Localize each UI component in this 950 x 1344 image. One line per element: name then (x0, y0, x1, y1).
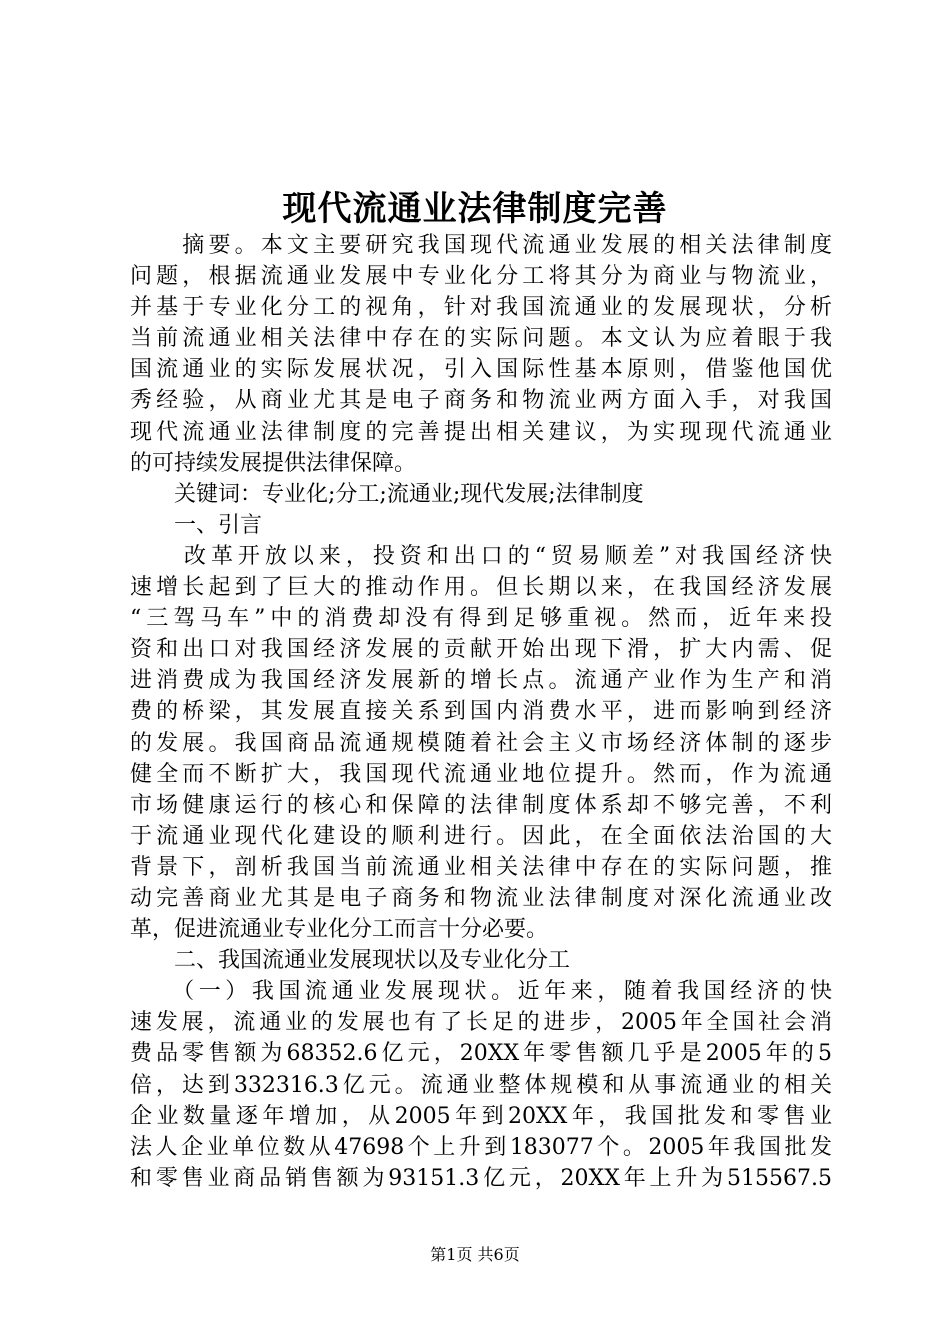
text-line: 进消费成为我国经济发展新的增长点。流通产业作为生产和消 (130, 668, 832, 694)
text-line: 市场健康运行的核心和保障的法律制度体系却不够完善，不利 (130, 792, 832, 818)
text-line: 速增长起到了巨大的推动作用。但长期以来，在我国经济发展 (130, 575, 832, 601)
text-line: 于流通业现代化建设的顺利进行。因此，在全面依法治国的大 (130, 823, 832, 849)
text-line: 健全而不断扩大，我国现代流通业地位提升。然而，作为流通 (130, 761, 832, 787)
text-line: 改革开放以来，投资和出口的“贸易顺差”对我国经济快 (130, 543, 832, 569)
text-line: 速发展，流通业的发展也有了长足的进步，2005年全国社会消 (130, 1010, 832, 1036)
text-line: 和零售业商品销售额为93151.3亿元，20XX年上升为515567.5 (130, 1165, 832, 1191)
text-line: 费品零售额为68352.6亿元，20XX年零售额几乎是2005年的5 (130, 1041, 832, 1067)
text-line: 费的桥梁，其发展直接关系到国内消费水平，进而影响到经济 (130, 699, 832, 725)
text-line: 现代流通业法律制度的完善提出相关建议，为实现现代流通业 (130, 419, 832, 445)
text-line: 的发展。我国商品流通规模随着社会主义市场经济体制的逐步 (130, 730, 832, 756)
page-title: 现代流通业法律制度完善 (282, 189, 668, 229)
text-line: 当前流通业相关法律中存在的实际问题。本文认为应着眼于我 (130, 326, 832, 352)
page-number: 第1页 共6页 (430, 1245, 520, 1264)
text-line: 问题，根据流通业发展中专业化分工将其分为商业与物流业， (130, 264, 832, 290)
document-body (130, 230, 832, 1194)
text-line: 资和出口对我国经济发展的贡献开始出现下滑，扩大内需、促 (130, 637, 832, 663)
text-line: 动完善商业尤其是电子商务和物流业法律制度对深化流通业改 (130, 885, 832, 911)
text-line: （一）我国流通业发展现状。近年来，随着我国经济的快 (130, 979, 832, 1005)
text-line: 革，促进流通业专业化分工而言十分必要。 (130, 917, 549, 943)
text-line: 企业数量逐年增加，从2005年到20XX年，我国批发和零售业 (130, 1103, 832, 1129)
text-line: 秀经验，从商业尤其是电子商务和物流业两方面入手，对我国 (130, 388, 832, 414)
text-line: 倍，达到332316.3亿元。流通业整体规模和从事流通业的相关 (130, 1072, 832, 1098)
text-line: 并基于专业化分工的视角，针对我国流通业的发展现状，分析 (130, 295, 832, 321)
text-line: 的可持续发展提供法律保障。 (130, 450, 417, 476)
section-heading: 一、引言 (130, 512, 263, 538)
text-line: 法人企业单位数从47698个上升到183077个。2005年我国批发 (130, 1134, 832, 1160)
text-line: 国流通业的实际发展状况，引入国际性基本原则，借鉴他国优 (130, 357, 832, 383)
section-heading: 二、我国流通业发展现状以及专业化分工 (130, 948, 571, 974)
text-line: 背景下，剖析我国当前流通业相关法律中存在的实际问题，推 (130, 854, 832, 880)
text-line: 摘要。本文主要研究我国现代流通业发展的相关法律制度 (130, 233, 832, 258)
keywords-line: 关键词：专业化;分工;流通业;现代发展;法律制度 (130, 481, 644, 507)
text-line: “三驾马车”中的消费却没有得到足够重视。然而，近年来投 (130, 606, 832, 632)
